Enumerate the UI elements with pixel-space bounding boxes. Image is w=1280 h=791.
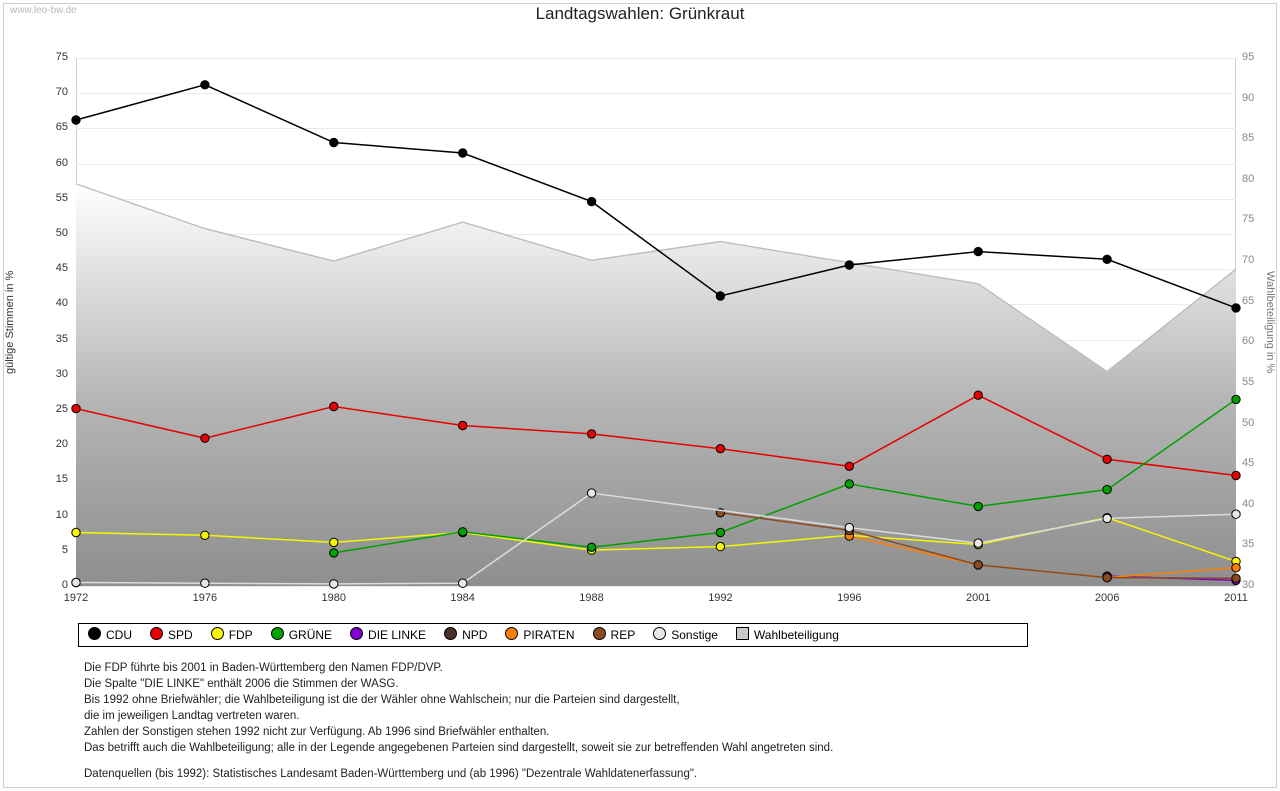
legend-item-wahlbeteiligung[interactable] xyxy=(736,627,839,643)
point-spd xyxy=(845,462,853,470)
legend-item-spd[interactable] xyxy=(150,627,193,643)
legend-item-cdu[interactable] xyxy=(88,627,132,643)
legend-item-rep[interactable] xyxy=(593,627,636,643)
legend-item-grüne[interactable] xyxy=(271,627,332,643)
y-tick-label: 30 xyxy=(55,367,68,380)
note-line: die im jeweiligen Landtag vertreten waren. xyxy=(84,710,300,722)
legend-label: REP xyxy=(610,628,636,642)
y-tick-label: 5 xyxy=(61,543,68,556)
point-spd xyxy=(201,434,209,442)
point-cdu xyxy=(587,197,595,205)
y-tick-label: 35 xyxy=(55,332,68,345)
point-cdu xyxy=(201,81,209,89)
point-spd xyxy=(974,391,982,399)
point-grüne xyxy=(716,528,724,536)
y-tick-label: 40 xyxy=(55,297,68,310)
legend-label: GRÜNE xyxy=(288,628,333,642)
legend-dot-icon xyxy=(88,627,101,640)
point-spd xyxy=(459,421,467,429)
y-tick-label-right: 60 xyxy=(1242,335,1255,348)
y-tick-label-right: 80 xyxy=(1242,172,1255,185)
y-tick-label: 75 xyxy=(55,51,68,63)
point-rep xyxy=(1103,573,1111,581)
gridline xyxy=(76,586,1236,587)
y-tick-label-right: 95 xyxy=(1242,51,1255,63)
point-spd xyxy=(72,404,80,412)
watermark: www.leo-bw.de xyxy=(10,5,77,16)
point-cdu xyxy=(330,138,338,146)
legend-item-die-linke[interactable] xyxy=(350,627,426,643)
x-tick-label: 1988 xyxy=(579,592,604,604)
note-line: Bis 1992 ohne Briefwähler; die Wahlbeteiligung ist die der Wähler ohne Wahlschein; nur die Parteien sind dargestellt, xyxy=(84,694,680,706)
point-grüne xyxy=(330,549,338,557)
y-tick-label-right: 90 xyxy=(1242,91,1255,104)
note-line: Zahlen der Sonstigen stehen 1992 nicht zur Verfügung. Ab 1996 sind Briefwähler enthalten. xyxy=(84,726,550,738)
point-sonstige xyxy=(1232,510,1240,518)
legend-dot-icon xyxy=(150,627,163,640)
page-title: Landtagswahlen: Grünkraut xyxy=(535,4,745,23)
legend-dot-icon xyxy=(350,627,363,640)
legend-label: DIE LINKE xyxy=(368,628,427,642)
legend-label: CDU xyxy=(106,628,132,642)
point-rep xyxy=(974,561,982,569)
point-grüne xyxy=(1103,485,1111,493)
legend-label: Sonstige xyxy=(671,628,718,642)
point-grüne xyxy=(1232,395,1240,403)
y-tick-label: 45 xyxy=(55,262,68,275)
point-cdu xyxy=(1232,304,1240,312)
point-grüne xyxy=(587,543,595,551)
y-tick-label: 20 xyxy=(55,438,68,451)
x-tick-label: 2011 xyxy=(1224,592,1248,604)
y-tick-label-right: 40 xyxy=(1242,497,1255,510)
legend-item-fdp[interactable] xyxy=(211,627,253,643)
y-tick-label: 55 xyxy=(55,191,68,204)
y-tick-label: 50 xyxy=(55,227,68,239)
y-tick-label-right: 75 xyxy=(1242,213,1255,226)
point-fdp xyxy=(716,542,724,550)
x-tick-label: 2001 xyxy=(965,592,991,604)
y-tick-label-right: 70 xyxy=(1242,254,1255,267)
legend-dot-icon xyxy=(271,627,284,640)
point-grüne xyxy=(845,480,853,488)
legend-square-icon xyxy=(736,627,749,640)
note-line: Die FDP führte bis 2001 in Baden-Württemberg den Namen FDP/DVP. xyxy=(84,662,443,674)
y-axis-label-left: gültige Stimmen in % xyxy=(4,270,16,374)
x-tick-label: 1976 xyxy=(192,592,218,604)
point-cdu xyxy=(716,292,724,300)
y-tick-label-right: 35 xyxy=(1242,538,1255,551)
legend-label: PIRATEN xyxy=(523,628,575,642)
point-sonstige xyxy=(1103,514,1111,522)
legend-dot-icon xyxy=(505,627,518,640)
y-tick-label: 10 xyxy=(55,508,68,521)
note-line: Das betrifft auch die Wahlbeteiligung; alle in der Legende angegebenen Parteien sind dargestellt, soweit sie zur betreffenden Wahl angetreten sind. xyxy=(84,742,834,754)
y-tick-label-right: 55 xyxy=(1242,375,1255,388)
y-tick-label-right: 65 xyxy=(1242,294,1255,307)
point-sonstige xyxy=(72,578,80,586)
x-tick-label: 1972 xyxy=(63,592,89,604)
point-spd xyxy=(716,445,724,453)
point-cdu xyxy=(1103,255,1111,263)
x-tick-label: 1996 xyxy=(837,592,862,604)
x-tick-label: 1980 xyxy=(321,592,346,604)
area-wahlbeteiligung xyxy=(76,184,1236,586)
chart-canvas xyxy=(76,58,1236,586)
point-grüne xyxy=(974,502,982,510)
point-sonstige xyxy=(330,580,338,588)
legend-dot-icon xyxy=(593,627,606,640)
y-tick-label: 25 xyxy=(55,403,68,415)
point-sonstige xyxy=(459,579,467,587)
legend-dot-icon xyxy=(444,627,457,640)
y-tick-label: 60 xyxy=(55,156,68,169)
legend-label: SPD xyxy=(168,628,193,642)
point-piraten xyxy=(1232,564,1240,572)
y-tick-label-right: 50 xyxy=(1242,416,1255,429)
legend-label: FDP xyxy=(228,628,253,642)
x-tick-label: 1984 xyxy=(450,592,475,604)
point-spd xyxy=(1232,471,1240,479)
legend-label: Wahlbeteiligung xyxy=(753,628,839,642)
point-fdp xyxy=(72,528,80,536)
note-line: Die Spalte "DIE LINKE" enthält 2006 die Stimmen der WASG. xyxy=(84,678,399,690)
point-grüne xyxy=(459,528,467,536)
y-tick-label: 65 xyxy=(55,121,68,134)
point-cdu xyxy=(845,261,853,269)
chart-notes xyxy=(84,660,1184,782)
point-fdp xyxy=(201,531,209,539)
chart-legend xyxy=(78,623,1028,647)
point-spd xyxy=(587,430,595,438)
point-sonstige xyxy=(587,489,595,497)
x-tick-label: 2006 xyxy=(1094,592,1120,604)
legend-item-piraten[interactable] xyxy=(505,627,574,643)
point-cdu xyxy=(974,247,982,255)
y-tick-label: 70 xyxy=(55,86,68,99)
legend-dot-icon xyxy=(653,627,666,640)
data-source: Datenquellen (bis 1992): Statistisches Landesamt Baden-Württemberg und (ab 1996) "Dezentrale Wahldatenerfassung". xyxy=(84,768,698,780)
point-cdu xyxy=(459,149,467,157)
legend-label: NPD xyxy=(462,628,488,642)
y-tick-label-right: 45 xyxy=(1242,457,1255,470)
y-axis-label-right: Wahlbeteiligung in % xyxy=(1264,270,1276,374)
point-sonstige xyxy=(845,523,853,531)
point-sonstige xyxy=(201,579,209,587)
legend-item-sonstige[interactable] xyxy=(653,627,718,643)
plot-area xyxy=(76,58,1236,586)
y-tick-label: 0 xyxy=(61,579,68,591)
point-rep xyxy=(1232,574,1240,582)
point-sonstige xyxy=(974,539,982,547)
point-cdu xyxy=(72,116,80,124)
x-tick-label: 1992 xyxy=(708,592,733,604)
legend-item-npd[interactable] xyxy=(444,627,487,643)
legend-dot-icon xyxy=(211,627,224,640)
point-fdp xyxy=(330,538,338,546)
y-tick-label: 15 xyxy=(55,473,68,486)
y-tick-label-right: 30 xyxy=(1242,579,1255,591)
y-tick-label-right: 85 xyxy=(1242,132,1255,145)
point-spd xyxy=(1103,455,1111,463)
point-spd xyxy=(330,402,338,410)
